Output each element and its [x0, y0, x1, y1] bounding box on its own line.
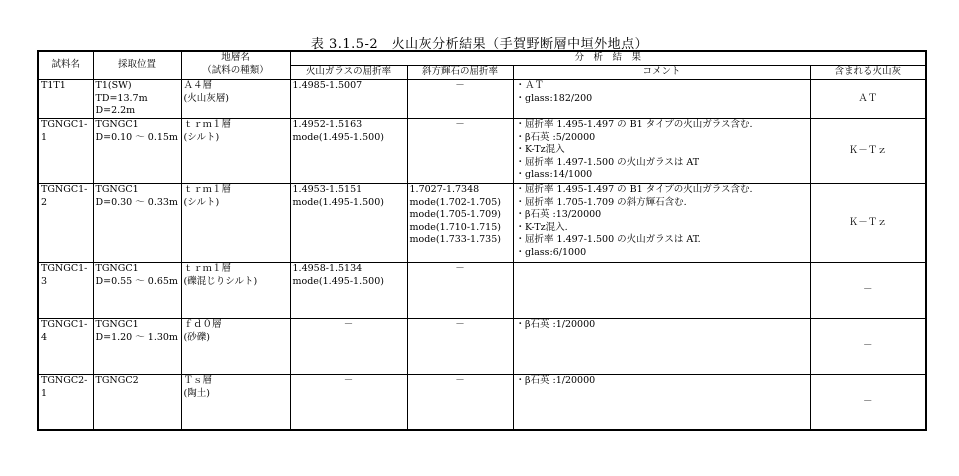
cell-comment — [513, 80, 810, 119]
table-title: 表 3.1.5-2 火山灰分析結果（手賀野断層中垣外地点） — [310, 37, 649, 52]
cell-stratum-line: (砂礫) — [183, 331, 210, 343]
cell-stratum-line: (火山灰層) — [183, 92, 229, 104]
cell-sample-name-line: TGNGC2- — [41, 375, 88, 386]
cell-glass-ri — [290, 375, 407, 431]
table-row — [38, 80, 926, 119]
cell-comment-line: ・屈折率 1.495-1.497 の B1 タイプの火山ガラス含む. — [515, 184, 753, 195]
cell-ash: － — [810, 319, 926, 375]
cell-comment-line: ・K-Tz混入 — [515, 144, 565, 155]
cell-comment-line: ・β石英 :1/20000 — [515, 319, 596, 330]
table-row — [38, 263, 926, 319]
cell-stratum — [181, 80, 290, 119]
cell-location — [93, 119, 181, 184]
cell-comment-line: ・屈折率 1.495-1.497 の B1 タイプの火山ガラス含む. — [515, 119, 753, 130]
cell-ortho-ri — [407, 263, 513, 319]
cell-comment-line: ・K-Tz混入. — [515, 221, 568, 233]
cell-location-line: TGNGC1 — [95, 119, 139, 130]
cell-stratum-line: ｆｄ０層 — [183, 319, 222, 330]
cell-location — [93, 184, 181, 263]
cell-glass-ri-line: mode(1.495-1.500) — [292, 196, 384, 208]
cell-sample-name — [38, 263, 93, 319]
cell-comment-line: ・屈折率 1.497-1.500 の火山ガラスは AT — [515, 156, 700, 168]
header-analysis: 分 析 結 果 — [290, 51, 926, 66]
cell-stratum-line: ｔｒｍ１層 — [183, 184, 232, 195]
table-row — [38, 119, 926, 184]
cell-comment-line: ・glass:14/1000 — [515, 169, 593, 180]
header-row-1 — [38, 51, 926, 66]
cell-location-line: D=0.55 ～ 0.65m — [95, 275, 178, 287]
header-ash: 含まれる火山灰 — [810, 66, 926, 80]
cell-location-line: D=1.20 ～ 1.30m — [95, 331, 178, 343]
cell-location-line: T1(SW) — [95, 80, 132, 91]
cell-comment-line: ・β石英 :5/20000 — [515, 131, 596, 143]
cell-sample-name-line: 1 — [41, 387, 48, 399]
cell-glass-ri — [290, 184, 407, 263]
cell-glass-ri — [290, 263, 407, 319]
cell-ash: Ｋ－Ｔｚ — [810, 184, 926, 263]
cell-comment-line: ・β石英 :13/20000 — [515, 209, 602, 220]
header-comment: コメント — [513, 66, 810, 80]
cell-location-line: TD=13.7m — [95, 92, 148, 104]
cell-glass-ri-line: － — [343, 319, 354, 330]
cell-sample-name-line: TGNGC1- — [41, 184, 88, 195]
cell-sample-name — [38, 184, 93, 263]
cell-sample-name — [38, 375, 93, 431]
cell-ortho-ri-line: － — [455, 119, 465, 130]
table-row — [38, 375, 926, 431]
cell-ortho-ri — [407, 375, 513, 431]
cell-ash: ＡＴ — [810, 80, 926, 119]
cell-ortho-ri-line: mode(1.705-1.709) — [409, 209, 501, 220]
cell-comment — [513, 263, 810, 319]
cell-sample-name-line: 1 — [41, 131, 48, 143]
cell-glass-ri — [290, 80, 407, 119]
cell-sample-name — [38, 319, 93, 375]
cell-glass-ri-line: 1.4985-1.5007 — [292, 80, 363, 91]
cell-ortho-ri-line: － — [455, 319, 465, 330]
cell-ortho-ri-line: mode(1.710-1.715) — [409, 221, 501, 233]
cell-comment-line: ・glass:182/200 — [515, 92, 593, 104]
header-ortho-ri: 斜方輝石の屈折率 — [407, 66, 513, 80]
table-body — [38, 80, 926, 431]
header-glass-ri: 火山ガラスの屈折率 — [290, 66, 407, 80]
cell-ortho-ri-line: mode(1.733-1.735) — [409, 234, 501, 245]
cell-stratum — [181, 119, 290, 184]
cell-location — [93, 375, 181, 431]
cell-comment — [513, 119, 810, 184]
cell-location-line: TGNGC1 — [95, 263, 139, 274]
cell-stratum-line: (シルト) — [183, 196, 220, 208]
cell-sample-name-line: T1T1 — [41, 80, 66, 91]
cell-glass-ri-line: － — [343, 375, 354, 386]
cell-ortho-ri-line: 1.7027-1.7348 — [409, 184, 480, 195]
cell-location-line: TGNGC2 — [95, 375, 139, 386]
header-stratum-line2: （試料の種類） — [202, 64, 269, 76]
table-row — [38, 319, 926, 375]
cell-comment-line: ・glass:6/1000 — [515, 246, 587, 258]
cell-ortho-ri — [407, 80, 513, 119]
cell-stratum-line: (シルト) — [183, 131, 220, 143]
cell-location-line: D=2.2m — [95, 105, 136, 116]
cell-ash: － — [810, 375, 926, 431]
cell-stratum — [181, 263, 290, 319]
cell-sample-name-line: TGNGC1- — [41, 319, 88, 330]
cell-glass-ri — [290, 119, 407, 184]
cell-ortho-ri — [407, 184, 513, 263]
cell-glass-ri-line: 1.4952-1.5163 — [292, 119, 363, 130]
cell-sample-name-line: TGNGC1- — [41, 263, 88, 274]
cell-location — [93, 80, 181, 119]
cell-sample-name-line: 3 — [41, 275, 48, 287]
table-row — [38, 184, 926, 263]
header-stratum-line1: 地層名 — [221, 52, 250, 63]
cell-location-line: TGNGC1 — [95, 319, 139, 330]
cell-location — [93, 263, 181, 319]
cell-stratum-line: (陶土) — [183, 387, 210, 399]
cell-ortho-ri — [407, 319, 513, 375]
cell-glass-ri-line: 1.4953-1.5151 — [292, 184, 363, 195]
header-sample-name: 試料名 — [38, 51, 93, 80]
cell-ortho-ri — [407, 119, 513, 184]
cell-comment-line: ・β石英 :1/20000 — [515, 375, 596, 386]
cell-sample-name — [38, 119, 93, 184]
cell-comment — [513, 319, 810, 375]
cell-comment — [513, 375, 810, 431]
cell-stratum-line: Ｔｓ層 — [183, 375, 213, 386]
cell-comment-line: ・屈折率 1.705-1.709 の斜方輝石含む. — [515, 196, 687, 208]
cell-sample-name — [38, 80, 93, 119]
cell-location-line: D=0.30 ～ 0.33m — [95, 196, 178, 208]
cell-stratum — [181, 319, 290, 375]
cell-sample-name-line: 2 — [41, 196, 48, 208]
cell-location — [93, 319, 181, 375]
cell-ortho-ri-line: － — [455, 263, 465, 274]
cell-location-line: D=0.10 ～ 0.15m — [95, 131, 178, 143]
cell-sample-name-line: 4 — [41, 331, 48, 343]
cell-stratum-line: ｔｒｍ１層 — [183, 263, 232, 274]
cell-ash: － — [810, 263, 926, 319]
cell-glass-ri-line: 1.4958-1.5134 — [292, 263, 363, 274]
ash-analysis-table — [37, 50, 927, 431]
cell-ortho-ri-line: mode(1.702-1.705) — [409, 196, 501, 208]
cell-stratum-line: Ａ４層 — [183, 80, 213, 91]
cell-ash: Ｋ－Ｔｚ — [810, 119, 926, 184]
cell-stratum-line: (礫混じりシルト) — [183, 275, 258, 287]
cell-stratum — [181, 184, 290, 263]
cell-glass-ri-line: mode(1.495-1.500) — [292, 131, 384, 143]
cell-glass-ri — [290, 319, 407, 375]
cell-stratum — [181, 375, 290, 431]
cell-sample-name-line: TGNGC1- — [41, 119, 88, 130]
cell-comment-line: ・屈折率 1.497-1.500 の火山ガラスは AT. — [515, 234, 701, 245]
cell-comment-line: ・ＡＴ — [515, 80, 545, 91]
cell-stratum-line: ｔｒｍ１層 — [183, 119, 232, 130]
cell-comment — [513, 184, 810, 263]
cell-ortho-ri-line: － — [455, 375, 465, 386]
cell-glass-ri-line: mode(1.495-1.500) — [292, 275, 384, 287]
cell-location-line: TGNGC1 — [95, 184, 139, 195]
header-location: 採取位置 — [93, 51, 181, 80]
cell-ortho-ri-line: － — [455, 80, 465, 91]
header-stratum — [181, 51, 290, 80]
